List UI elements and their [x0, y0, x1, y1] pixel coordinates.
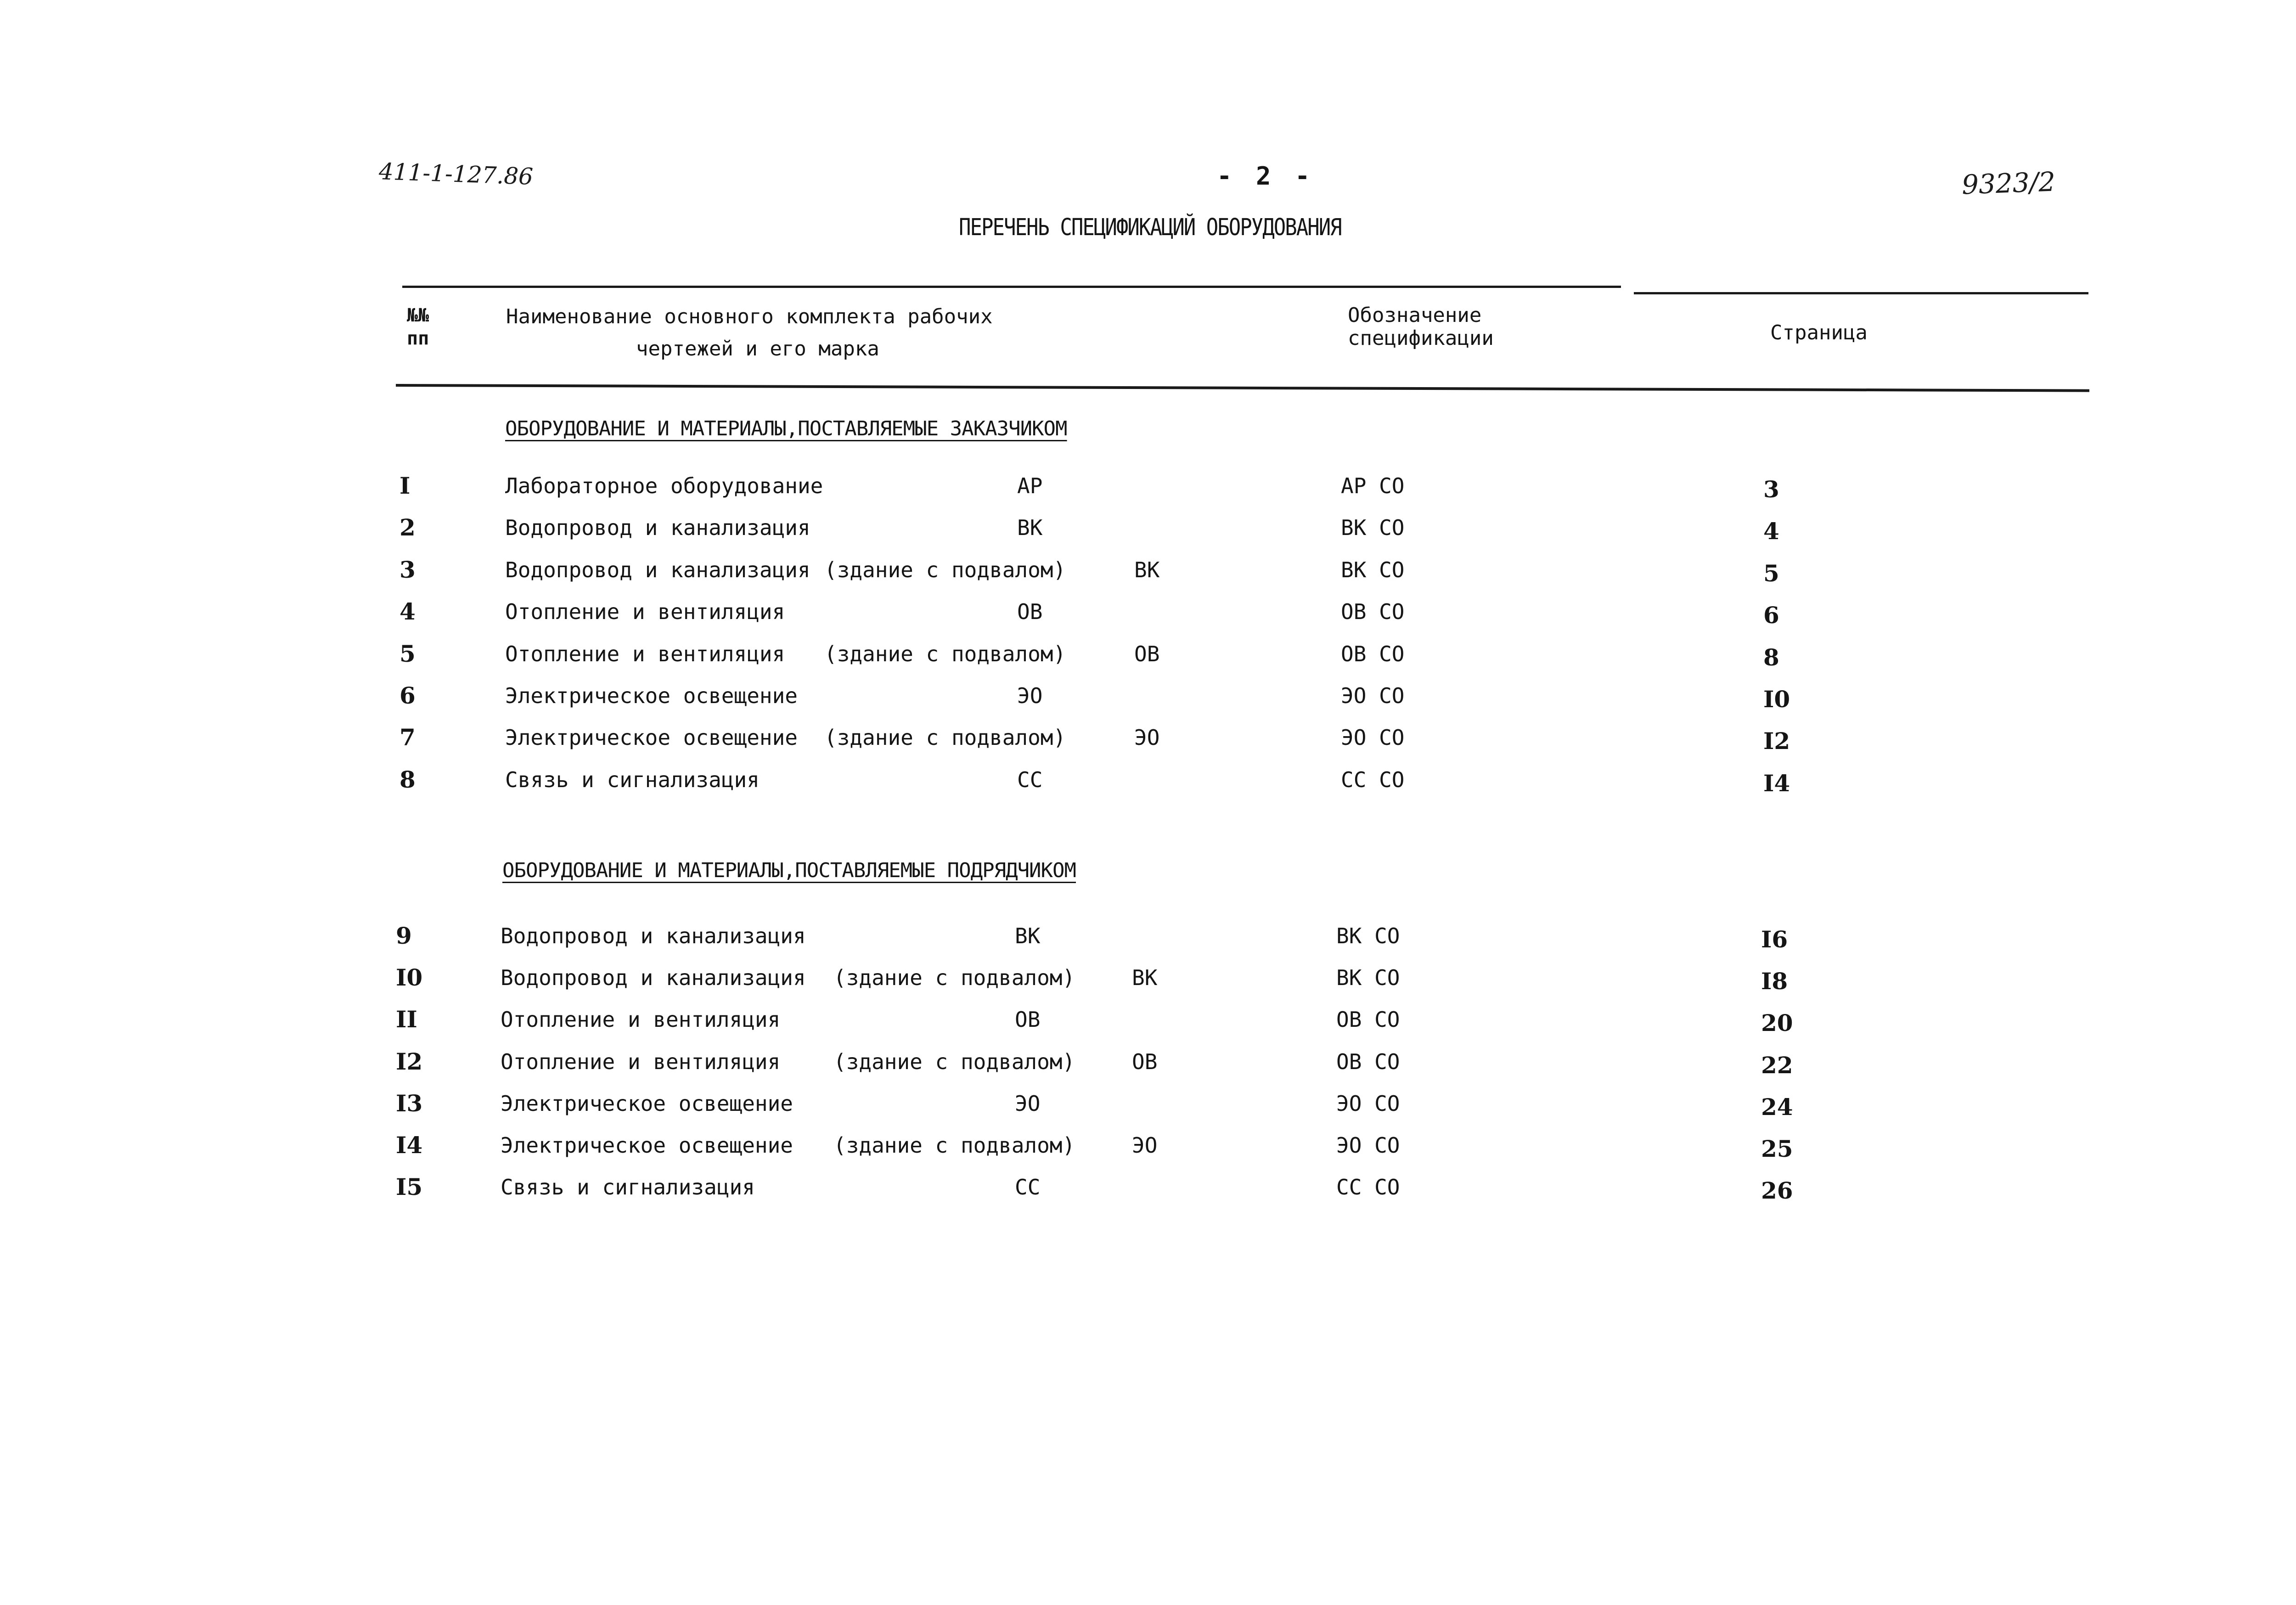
row-spec-designation: ОВ СО: [1336, 1007, 1400, 1032]
row-number: I2: [396, 1048, 423, 1075]
table-row: [0, 677, 2296, 714]
row-page: 4: [1763, 518, 1779, 545]
row-page: 6: [1763, 602, 1779, 629]
document-title: ПЕРЕЧЕНЬ СПЕЦИФИКАЦИЙ ОБОРУДОВАНИЯ: [959, 214, 1341, 241]
row-spec-designation: ЭО СО: [1341, 725, 1405, 750]
row-subtitle: (здание с подвалом): [833, 965, 1075, 990]
row-page: I0: [1763, 686, 1790, 713]
row-mark: ВК: [1134, 558, 1160, 582]
row-mark: ЭО: [1134, 725, 1160, 750]
row-page: 25: [1761, 1135, 1793, 1162]
table-row: [0, 959, 2296, 996]
row-page: I4: [1763, 770, 1790, 797]
column-header-designation-line1: Обозначение: [1348, 304, 1482, 327]
row-page: 8: [1763, 644, 1779, 671]
row-number: 8: [400, 766, 416, 793]
row-mark: ВК: [1015, 924, 1041, 948]
row-page: I8: [1761, 968, 1788, 995]
table-row: [0, 636, 2296, 672]
row-number: I: [400, 472, 411, 499]
row-spec-designation: ЭО СО: [1336, 1133, 1400, 1158]
row-mark: АР: [1017, 473, 1043, 498]
row-mark: ЭО: [1132, 1133, 1158, 1158]
row-number: 3: [400, 556, 416, 583]
row-spec-designation: ЭО СО: [1341, 683, 1405, 708]
row-mark: ОВ: [1134, 642, 1160, 666]
table-row: [0, 918, 2296, 954]
row-number: II: [396, 1006, 417, 1033]
row-mark: ОВ: [1015, 1007, 1041, 1032]
row-name: Связь и сигнализация: [505, 767, 760, 792]
row-number: I0: [396, 964, 423, 991]
page-number: - 2 -: [1217, 162, 1315, 191]
row-name: Электрическое освещение: [505, 683, 798, 708]
row-spec-designation: ЭО СО: [1336, 1091, 1400, 1116]
row-spec-designation: ОВ СО: [1341, 599, 1405, 624]
row-mark: СС: [1015, 1175, 1041, 1200]
table-top-rule-left: [402, 286, 1621, 288]
row-spec-designation: ВК СО: [1341, 558, 1405, 582]
row-name: Электрическое освещение: [501, 1133, 793, 1158]
row-spec-designation: СС СО: [1336, 1175, 1400, 1200]
table-row: [0, 467, 2296, 504]
table-row: [0, 1043, 2296, 1080]
row-page: 22: [1761, 1052, 1793, 1079]
row-page: 26: [1761, 1177, 1793, 1204]
column-header-name-line1: Наименование основного комплекта рабочих: [506, 305, 993, 328]
row-number: I3: [396, 1090, 423, 1117]
row-page: 24: [1761, 1093, 1793, 1121]
row-mark: ЭО: [1015, 1091, 1041, 1116]
table-row: [0, 509, 2296, 546]
row-subtitle: (здание с подвалом): [824, 558, 1066, 582]
row-name: Электрическое освещение: [501, 1091, 793, 1116]
row-page: 3: [1763, 476, 1779, 503]
row-number: 9: [396, 922, 412, 949]
row-mark: ОВ: [1017, 599, 1043, 624]
table-header-rule: [396, 384, 2089, 392]
row-page: I6: [1761, 926, 1788, 953]
table-row: [0, 1085, 2296, 1122]
row-name: Водопровод и канализация: [505, 558, 810, 582]
table-row: [0, 1001, 2296, 1038]
row-name: Электрическое освещение: [505, 725, 798, 750]
row-subtitle: (здание с подвалом): [833, 1049, 1075, 1074]
row-spec-designation: ОВ СО: [1336, 1049, 1400, 1074]
row-mark: СС: [1017, 767, 1043, 792]
row-name: Связь и сигнализация: [501, 1175, 755, 1200]
table-row: [0, 719, 2296, 756]
row-mark: ЭО: [1017, 683, 1043, 708]
column-header-page: Страница: [1770, 321, 1868, 344]
row-spec-designation: ВК СО: [1336, 924, 1400, 948]
row-name: Отопление и вентиляция: [505, 642, 785, 666]
row-spec-designation: ОВ СО: [1341, 642, 1405, 666]
row-page: 20: [1761, 1009, 1793, 1036]
column-header-name-line2: чертежей и его марка: [636, 337, 879, 360]
row-mark: ОВ: [1132, 1049, 1158, 1074]
row-number: 5: [400, 640, 416, 667]
row-name: Водопровод и канализация: [501, 965, 806, 990]
table-row: [0, 1127, 2296, 1164]
document-code-left: 411-1-127.86: [378, 158, 534, 190]
row-number: 2: [400, 514, 416, 541]
section-title-customer: ОБОРУДОВАНИЕ И МАТЕРИАЛЫ,ПОСТАВЛЯЕМЫЕ ЗАКАЗЧИКОМ: [505, 417, 1067, 440]
row-name: Водопровод и канализация: [505, 515, 810, 540]
row-number: I5: [396, 1173, 423, 1200]
row-number: 4: [400, 598, 416, 625]
row-name: Водопровод и канализация: [501, 924, 806, 948]
row-spec-designation: ВК СО: [1341, 515, 1405, 540]
row-name: Отопление и вентиляция: [501, 1049, 781, 1074]
section-title-contractor: ОБОРУДОВАНИЕ И МАТЕРИАЛЫ,ПОСТАВЛЯЕМЫЕ ПОДРЯДЧИКОМ: [502, 859, 1076, 882]
column-header-designation-line2: спецификации: [1348, 327, 1494, 350]
row-number: 7: [400, 724, 416, 751]
row-subtitle: (здание с подвалом): [824, 642, 1066, 666]
row-page: 5: [1763, 560, 1779, 587]
table-row: [0, 593, 2296, 630]
row-spec-designation: СС СО: [1341, 767, 1405, 792]
row-spec-designation: ВК СО: [1336, 965, 1400, 990]
table-row: [0, 552, 2296, 588]
row-subtitle: (здание с подвалом): [833, 1133, 1075, 1158]
column-header-number: №№ пп: [407, 305, 429, 349]
row-name: Лабораторное оборудование: [505, 473, 823, 498]
row-number: I4: [396, 1132, 423, 1159]
row-number: 6: [400, 682, 416, 709]
row-spec-designation: АР СО: [1341, 473, 1405, 498]
row-mark: ВК: [1132, 965, 1158, 990]
row-mark: ВК: [1017, 515, 1043, 540]
row-name: Отопление и вентиляция: [505, 599, 785, 624]
row-subtitle: (здание с подвалом): [824, 725, 1066, 750]
table-row: [0, 761, 2296, 798]
document-code-right: 9323/2: [1961, 166, 2056, 201]
table-top-rule-right: [1634, 292, 2088, 294]
table-row: [0, 1169, 2296, 1205]
column-header-designation: [1348, 304, 1494, 350]
row-name: Отопление и вентиляция: [501, 1007, 781, 1032]
row-page: I2: [1763, 727, 1790, 755]
